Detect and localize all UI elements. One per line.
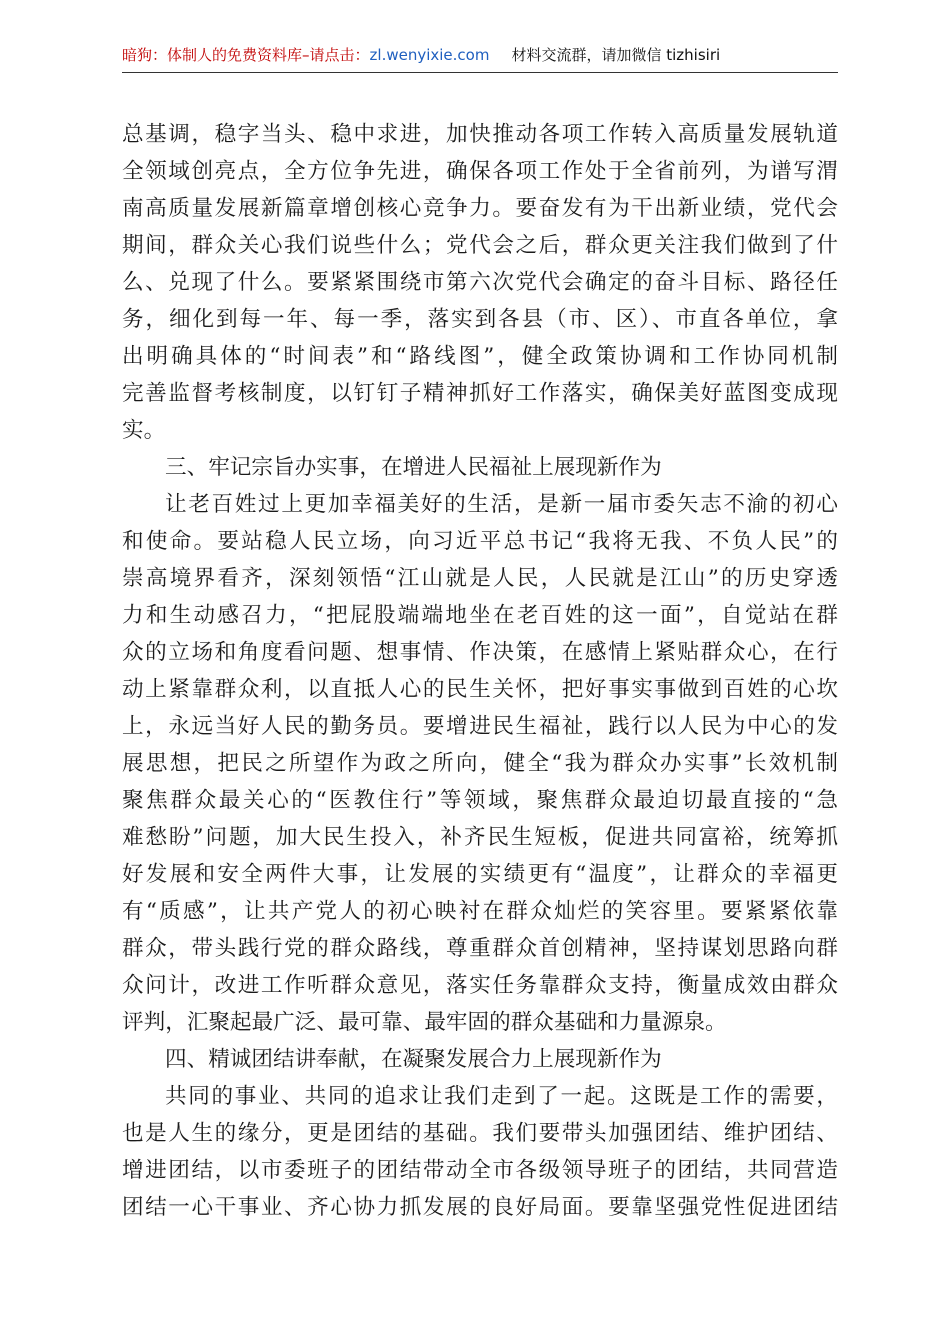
document-body [122,116,838,1226]
body-text-line: 有“质感”，让共产党人的初心映衬在群众灿烂的笑容里。要紧紧依靠 [122,899,838,924]
section-heading: 四、精诚团结讲奉献，在凝聚发展合力上展现新作为 [165,1047,662,1072]
body-text-line: 也是人生的缘分，更是团结的基础。我们要带头加强团结、维护团结、 [122,1121,838,1146]
page-header [122,44,838,74]
header-link[interactable]: zl.wenyixie.com [369,46,490,64]
body-text-line: 全领域创亮点，全方位争先进，确保各项工作处于全省前列，为谱写渭 [122,159,838,184]
body-text-line: 共同的事业、共同的追求让我们走到了一起。这既是工作的需要， [165,1084,838,1109]
body-text-line: 众问计，改进工作听群众意见，落实任务靠群众支持，衡量成效由群众 [122,973,838,998]
body-text-line: 聚焦群众最关心的“医教住行”等领域，聚焦群众最迫切最直接的“急 [122,788,838,813]
body-text-line: 实。 [122,418,166,443]
body-text-line: 完善监督考核制度，以钉钉子精神抓好工作落实，确保美好蓝图变成现 [122,381,838,406]
header-prompt: –请点击： [302,46,370,64]
body-text-line: 和使命。要站稳人民立场，向习近平总书记“我将无我、不负人民”的 [122,529,838,554]
body-text-line: 上，永远当好人民的勤务员。要增进民生福祉，践行以人民为中心的发 [122,714,838,739]
body-text-line: 出明确具体的“时间表”和“路线图”，健全政策协调和工作协同机制 [122,344,838,369]
body-text-line: 力和生动感召力，“把屁股端端地坐在老百姓的这一面”，自觉站在群 [122,603,838,628]
body-text-line: 展思想，把民之所望作为政之所向，健全“我为群众办实事”长效机制 [122,751,838,776]
body-text-line: 总基调，稳字当头、稳中求进，加快推动各项工作转入高质量发展轨道 [122,122,838,147]
body-text-line: 团结一心干事业、齐心协力抓发展的良好局面。要靠坚强党性促进团结 [122,1195,838,1220]
header-divider [122,72,838,73]
body-text-line: 期间，群众关心我们说些什么；党代会之后，群众更关注我们做到了什 [122,233,838,258]
body-text-line: 南高质量发展新篇章增创核心竞争力。要奋发有为干出新业绩，党代会 [122,196,838,221]
body-text-line: 群众，带头践行党的群众路线，尊重群众首创精神，坚持谋划思路向群 [122,936,838,961]
header-brand: 暗狗：体制人的免费资料库 [122,46,303,64]
body-text-line: 崇高境界看齐，深刻领悟“江山就是人民，人民就是江山”的历史穿透 [122,566,838,591]
body-text-line: 务，细化到每一年、每一季，落实到各县（市、区）、市直各单位，拿 [122,307,838,332]
body-text-line: 增进团结，以市委班子的团结带动全市各级领导班子的团结，共同营造 [122,1158,838,1183]
body-text-line: 动上紧靠群众利，以直抵人心的民生关怀，把好事实事做到百姓的心坎 [122,677,838,702]
section-heading: 三、牢记宗旨办实事，在增进人民福祉上展现新作为 [165,455,662,480]
header-note: 材料交流群，请加微信 tizhisiri [511,46,721,64]
body-text-line: 好发展和安全两件大事，让发展的实绩更有“温度”，让群众的幸福更 [122,862,838,887]
body-text-line: 评判，汇聚起最广泛、最可靠、最牢固的群众基础和力量源泉。 [122,1010,727,1035]
body-text-line: 难愁盼”问题，加大民生投入，补齐民生短板，促进共同富裕，统筹抓 [122,825,838,850]
body-text-line: 让老百姓过上更加幸福美好的生活，是新一届市委矢志不渝的初心 [165,492,838,517]
body-text-line: 众的立场和角度看问题、想事情、作决策，在感情上紧贴群众心，在行 [122,640,838,665]
body-text-line: 么、兑现了什么。要紧紧围绕市第六次党代会确定的奋斗目标、路径任 [122,270,838,295]
